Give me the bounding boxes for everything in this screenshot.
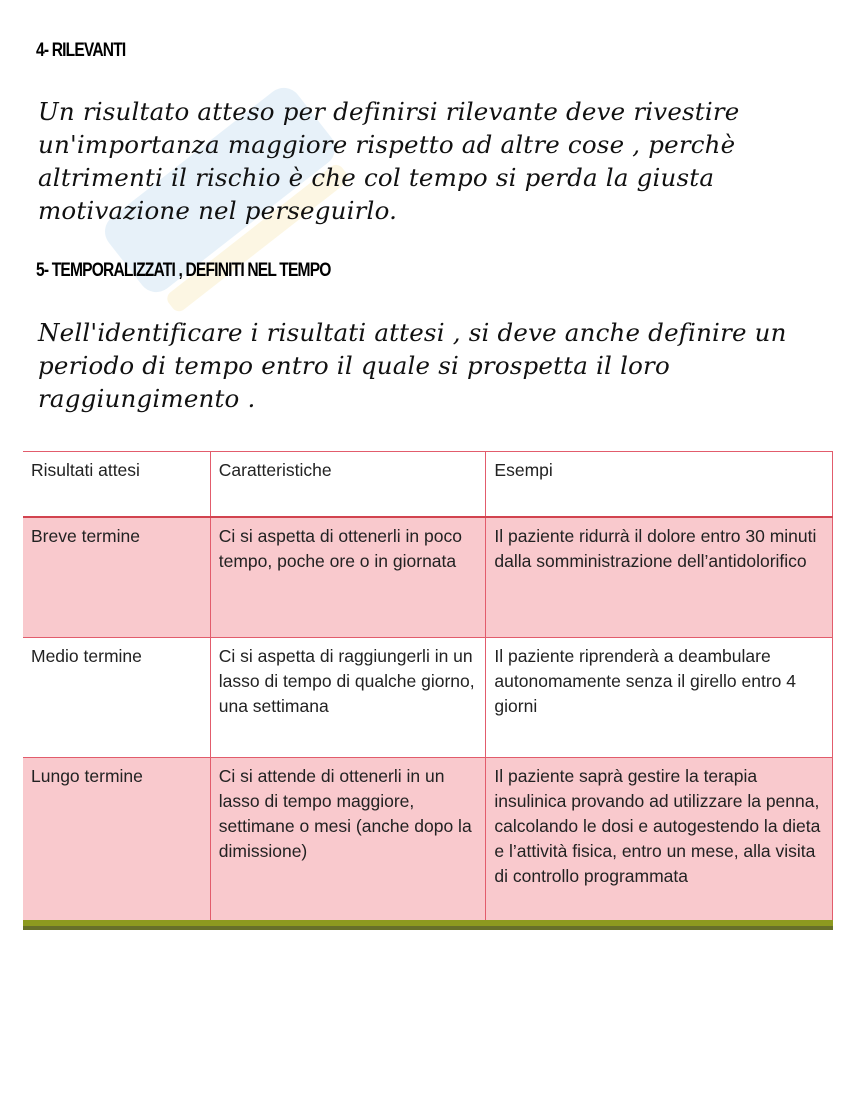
table-header-cell: Esempi bbox=[486, 452, 833, 518]
table-header-cell: Risultati attesi bbox=[23, 452, 210, 518]
table-header-cell: Caratteristiche bbox=[210, 452, 486, 518]
table-cell: Ci si aspetta di ottenerli in poco tempo, poche ore o in giornata bbox=[210, 517, 486, 638]
section-heading-temporalizzati: 5- TEMPORALIZZATI , DEFINITI NEL TEMPO bbox=[36, 260, 331, 281]
table-row bbox=[23, 638, 833, 758]
table-row bbox=[23, 517, 833, 638]
outcomes-table bbox=[23, 451, 833, 930]
table-cell: Breve termine bbox=[23, 517, 210, 638]
section-text-rilevanti: Un risultato atteso per definirsi rilevante deve rivestire un'importanza maggiore rispetto ad altre cose , perchè altrimenti il rischio è che col tempo si perda la giusta motivazione nel perseguirlo. bbox=[38, 97, 740, 225]
table-cell: Il paziente riprenderà a deambulare autonomamente senza il girello entro 4 giorni bbox=[486, 638, 833, 758]
table-cell: Il paziente ridurrà il dolore entro 30 minuti dalla somministrazione dell’antidolorifico bbox=[486, 517, 833, 638]
table-cell: Medio termine bbox=[23, 638, 210, 758]
table-bottom-bar bbox=[23, 920, 833, 930]
section-heading-rilevanti: 4- RILEVANTI bbox=[36, 40, 126, 61]
table-cell: Ci si attende di ottenerli in un lasso di tempo maggiore, settimane o mesi (anche dopo la dimissione) bbox=[210, 758, 486, 921]
table-cell: Lungo termine bbox=[23, 758, 210, 921]
table-row bbox=[23, 758, 833, 921]
table-header-row bbox=[23, 452, 833, 518]
table-cell: Il paziente saprà gestire la terapia insulinica provando ad utilizzare la penna, calcolando le dosi e autogestendo la dieta e l’attività fisica, entro un mese, alla visita di controllo programmata bbox=[486, 758, 833, 921]
table-cell: Ci si aspetta di raggiungerli in un lasso di tempo di qualche giorno, una settimana bbox=[210, 638, 486, 758]
section-text-temporalizzati: Nell'identificare i risultati attesi , si deve anche definire un periodo di tempo entro il quale si prospetta il loro raggiungimento . bbox=[38, 318, 787, 413]
